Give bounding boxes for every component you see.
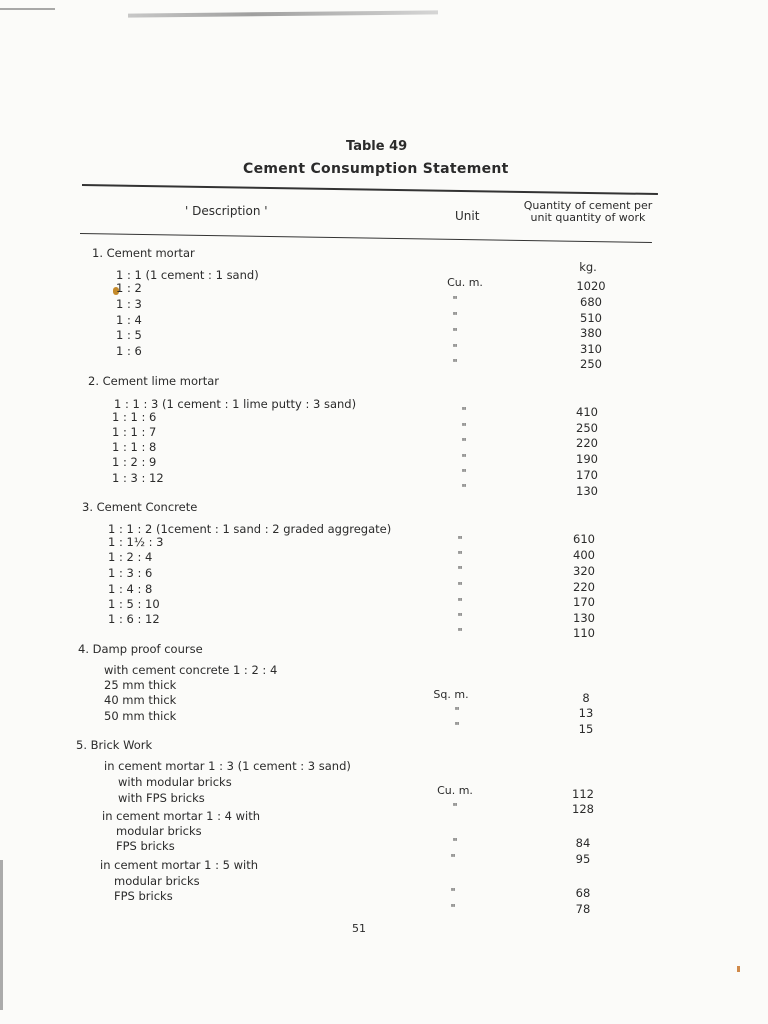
row-qty: 510 [580,311,602,325]
row-unit: " [457,596,463,609]
row-desc: modular bricks [114,874,200,888]
row-desc: with modular bricks [118,775,232,789]
scan-artifact-mark [737,966,740,972]
row-unit: " [457,611,463,624]
row-unit: " [457,626,463,639]
row-qty: 220 [576,436,598,450]
row-qty: 15 [578,722,594,736]
section-heading: 2. Cement lime mortar [88,374,220,388]
row-unit: " [454,705,460,718]
scan-artifact-top [128,10,438,17]
row-unit: " [461,467,467,480]
row-unit: " [450,886,456,899]
row-desc: 1 : 5 [116,328,142,342]
page-title: Cement Consumption Statement [243,161,509,177]
row-desc: 1 : 1 : 3 (1 cement : 1 lime putty : 3 sand) [114,397,357,411]
row-desc: FPS bricks [114,889,173,903]
row-unit: " [452,357,458,370]
section-heading: 4. Damp proof course [78,642,203,656]
row-qty: 380 [580,326,602,340]
row-desc: 1 : 5 : 10 [108,597,160,611]
table-label: Table 49 [346,139,408,154]
row-unit: " [450,902,456,915]
row-qty: 84 [575,836,591,850]
row-desc: 1 : 2 : 4 [108,550,153,564]
row-unit: Cu. m. [437,784,473,797]
row-desc: FPS bricks [116,839,175,853]
row-qty: 95 [575,852,591,866]
row-desc: with cement concrete 1 : 2 : 4 [104,663,278,677]
scan-artifact-corner [0,8,55,40]
row-unit: " [452,836,458,849]
row-desc: with FPS bricks [118,791,205,805]
row-qty: 78 [575,902,591,916]
row-desc: in cement mortar 1 : 5 with [100,858,259,872]
row-desc: in cement mortar 1 : 4 with [102,809,261,823]
row-unit: Cu. m. [447,276,483,289]
row-desc: 25 mm thick [104,678,177,692]
row-desc: 1 : 6 : 12 [108,612,160,626]
row-qty: 250 [576,421,598,435]
row-desc: 1 : 1 : 8 [112,440,157,454]
row-unit: " [452,342,458,355]
row-desc: 1 : 3 : 6 [108,566,153,580]
row-qty: 400 [573,548,595,562]
row-desc: 1 : 4 : 8 [108,582,153,596]
row-qty: 310 [580,342,602,356]
row-desc: 1 : 6 [116,344,142,358]
header-bottom-rule [80,233,652,243]
row-desc: 1 : 1 (1 cement : 1 sand) [116,268,259,282]
row-unit: " [452,801,458,814]
row-desc: 1 : 2 : 9 [112,455,157,469]
page-number: 51 [352,922,366,935]
row-unit: " [454,720,460,733]
row-desc: 1 : 2 [116,281,142,295]
row-unit: " [457,549,463,562]
row-unit: " [461,482,467,495]
section-heading: 5. Brick Work [76,738,153,752]
row-unit: " [457,580,463,593]
row-desc: in cement mortar 1 : 3 (1 cement : 3 sand) [104,759,351,773]
row-qty: 110 [573,626,595,640]
row-qty: 68 [575,886,591,900]
row-unit: " [452,310,458,323]
row-qty: 610 [573,532,595,546]
row-qty: 130 [576,484,598,498]
row-desc: 1 : 3 : 12 [112,471,164,485]
row-qty: 220 [573,580,595,594]
row-unit: " [461,405,467,418]
row-unit: " [457,564,463,577]
row-unit: " [450,852,456,865]
section-heading: 1. Cement mortar [92,246,195,260]
row-qty: 170 [576,468,598,482]
row-qty: 190 [576,452,598,466]
row-qty: 410 [576,405,598,419]
row-unit: " [461,421,467,434]
row-qty: 13 [578,706,594,720]
row-desc: 40 mm thick [104,693,177,707]
row-desc: 1 : 1 : 6 [112,410,157,424]
qty-unit-label: kg. [579,260,597,274]
row-desc: 1 : 1 : 7 [112,425,157,439]
row-unit: " [461,436,467,449]
header-unit: Unit [455,209,480,223]
row-desc: 1 : 4 [116,313,142,327]
row-unit: Sq. m. [433,688,469,701]
row-qty: 1020 [576,279,606,293]
row-qty: 250 [580,357,602,371]
row-desc: 50 mm thick [104,709,177,723]
row-qty: 130 [573,611,595,625]
row-qty: 170 [573,595,595,609]
header-quantity: Quantity of cement per unit quantity of work [523,199,653,224]
row-desc: 1 : 1 : 2 (1cement : 1 sand : 2 graded aggregate) [108,522,392,536]
header-top-rule [82,184,658,195]
row-qty: 320 [573,564,595,578]
scan-artifact-edge [0,860,3,1010]
row-desc: 1 : 3 [116,297,142,311]
row-unit: " [452,294,458,307]
row-qty: 8 [582,691,590,705]
row-qty: 128 [572,802,594,816]
header-description: ' Description ' [185,204,268,218]
row-unit: " [452,326,458,339]
row-qty: 112 [572,787,594,801]
row-qty: 680 [580,295,602,309]
row-desc: 1 : 1½ : 3 [108,535,164,549]
row-unit: " [457,534,463,547]
row-desc: modular bricks [116,824,202,838]
row-unit: " [461,452,467,465]
section-heading: 3. Cement Concrete [82,500,198,514]
